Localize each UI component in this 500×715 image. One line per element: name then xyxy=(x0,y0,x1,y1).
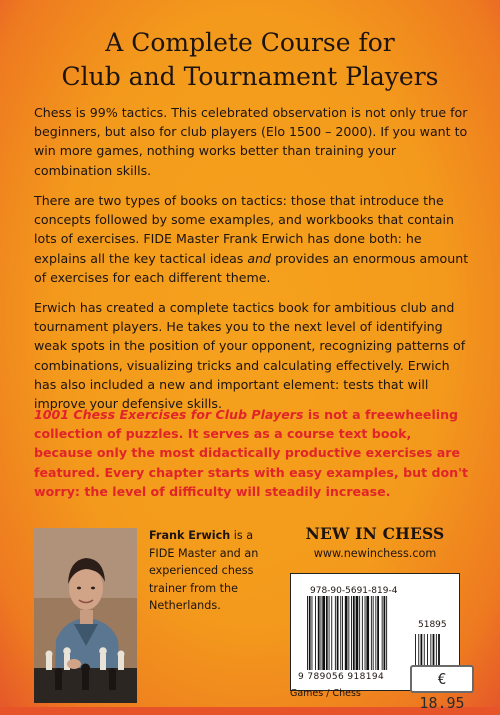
barcode-bar xyxy=(342,596,343,670)
barcode-bar xyxy=(353,596,355,670)
paragraph-book-types-emphasis: and xyxy=(247,250,272,266)
barcode-bar xyxy=(386,596,387,670)
barcode-digits: 9 789056 918194 xyxy=(298,672,385,682)
author-photo-illustration xyxy=(34,528,137,703)
barcode-bar xyxy=(359,596,360,670)
barcode-bar xyxy=(356,596,359,670)
barcode-bar xyxy=(331,596,332,670)
author-name: Frank Erwich xyxy=(149,529,231,542)
author-photo xyxy=(34,528,137,703)
book-title-mention: 1001 Chess Exercises for Club Players xyxy=(34,407,304,422)
barcode-bar xyxy=(377,596,379,670)
cover-headline xyxy=(0,26,500,94)
barcode-bar xyxy=(326,596,328,670)
barcode-bar xyxy=(371,596,372,670)
headline-line-2: Club and Tournament Players xyxy=(61,62,439,91)
paragraph-book-types-part2: provides an enormous amount of exercises for each different theme. xyxy=(34,250,469,285)
barcode-bar xyxy=(365,596,366,670)
paragraph-book-types xyxy=(34,191,470,287)
barcode-bar xyxy=(351,596,352,670)
isbn-number: 978-90-5691-819-4 xyxy=(310,586,398,596)
headline-line-1: A Complete Course for xyxy=(105,28,395,57)
barcode-bar xyxy=(348,596,349,670)
barcode-bar xyxy=(322,596,325,670)
barcode-bar xyxy=(321,596,322,670)
paragraph-intro: Chess is 99% tactics. This celebrated observation is not only true for beginners, but also for club players (Elo 1500 – 2000). If you want to win more games, nothing works better than training your combination skills. xyxy=(34,105,468,178)
paragraph-highlight-text: is not a freewheeling collection of puzzles. It serves as a course text book, because only the most didactically productive exercises are featured. Every chapter starts with easy examples, but don't worry: the level of difficulty will steadily increase. xyxy=(34,407,468,499)
barcode-bar xyxy=(309,596,311,670)
paragraph-book-types-part1: There are two types of books on tactics: those that introduce the concepts followed by some examples, and workbooks that contain lots of exercises. FIDE Master Frank Erwich has done both: he explains all the key tactical ideas xyxy=(34,193,454,266)
barcode-bar xyxy=(373,596,374,670)
barcode-bar xyxy=(345,596,348,670)
barcode-bar xyxy=(362,596,363,670)
barcode-bar xyxy=(318,596,320,670)
barcode-bar xyxy=(375,596,376,670)
paragraph-highlight xyxy=(34,405,470,501)
book-category: Games / Chess xyxy=(290,688,361,699)
barcode-bar xyxy=(329,596,330,670)
barcode-bar xyxy=(335,596,336,670)
barcode-bar xyxy=(337,596,339,670)
publisher-logo: NEW IN CHESS xyxy=(305,524,445,543)
barcode-bar xyxy=(366,596,369,670)
barcode-bar xyxy=(307,596,308,670)
barcode-bar xyxy=(315,596,316,670)
price-sticker: € 18.95 xyxy=(410,665,474,693)
barcode-bar xyxy=(382,596,383,670)
paragraph-course-description: Erwich has created a complete tactics book for ambitious club and tournament players. He takes you to the next level of identifying weak spots in the position of your opponent, recognizing patterns of combinations, visualizing tricks and calculating effectively. Erwich has also included a new and important element: tests that will improve your defensive skills. xyxy=(34,300,466,412)
author-bio xyxy=(149,527,269,615)
barcode-bar xyxy=(312,596,313,670)
author-bio-text: is a FIDE Master and an experienced chess trainer from the Netherlands. xyxy=(149,529,259,612)
barcode-bar xyxy=(384,596,386,670)
barcode-bar xyxy=(340,596,341,670)
publisher-website: www.newinchess.com xyxy=(313,547,437,560)
barcode-price-code: 51895 xyxy=(418,620,447,630)
